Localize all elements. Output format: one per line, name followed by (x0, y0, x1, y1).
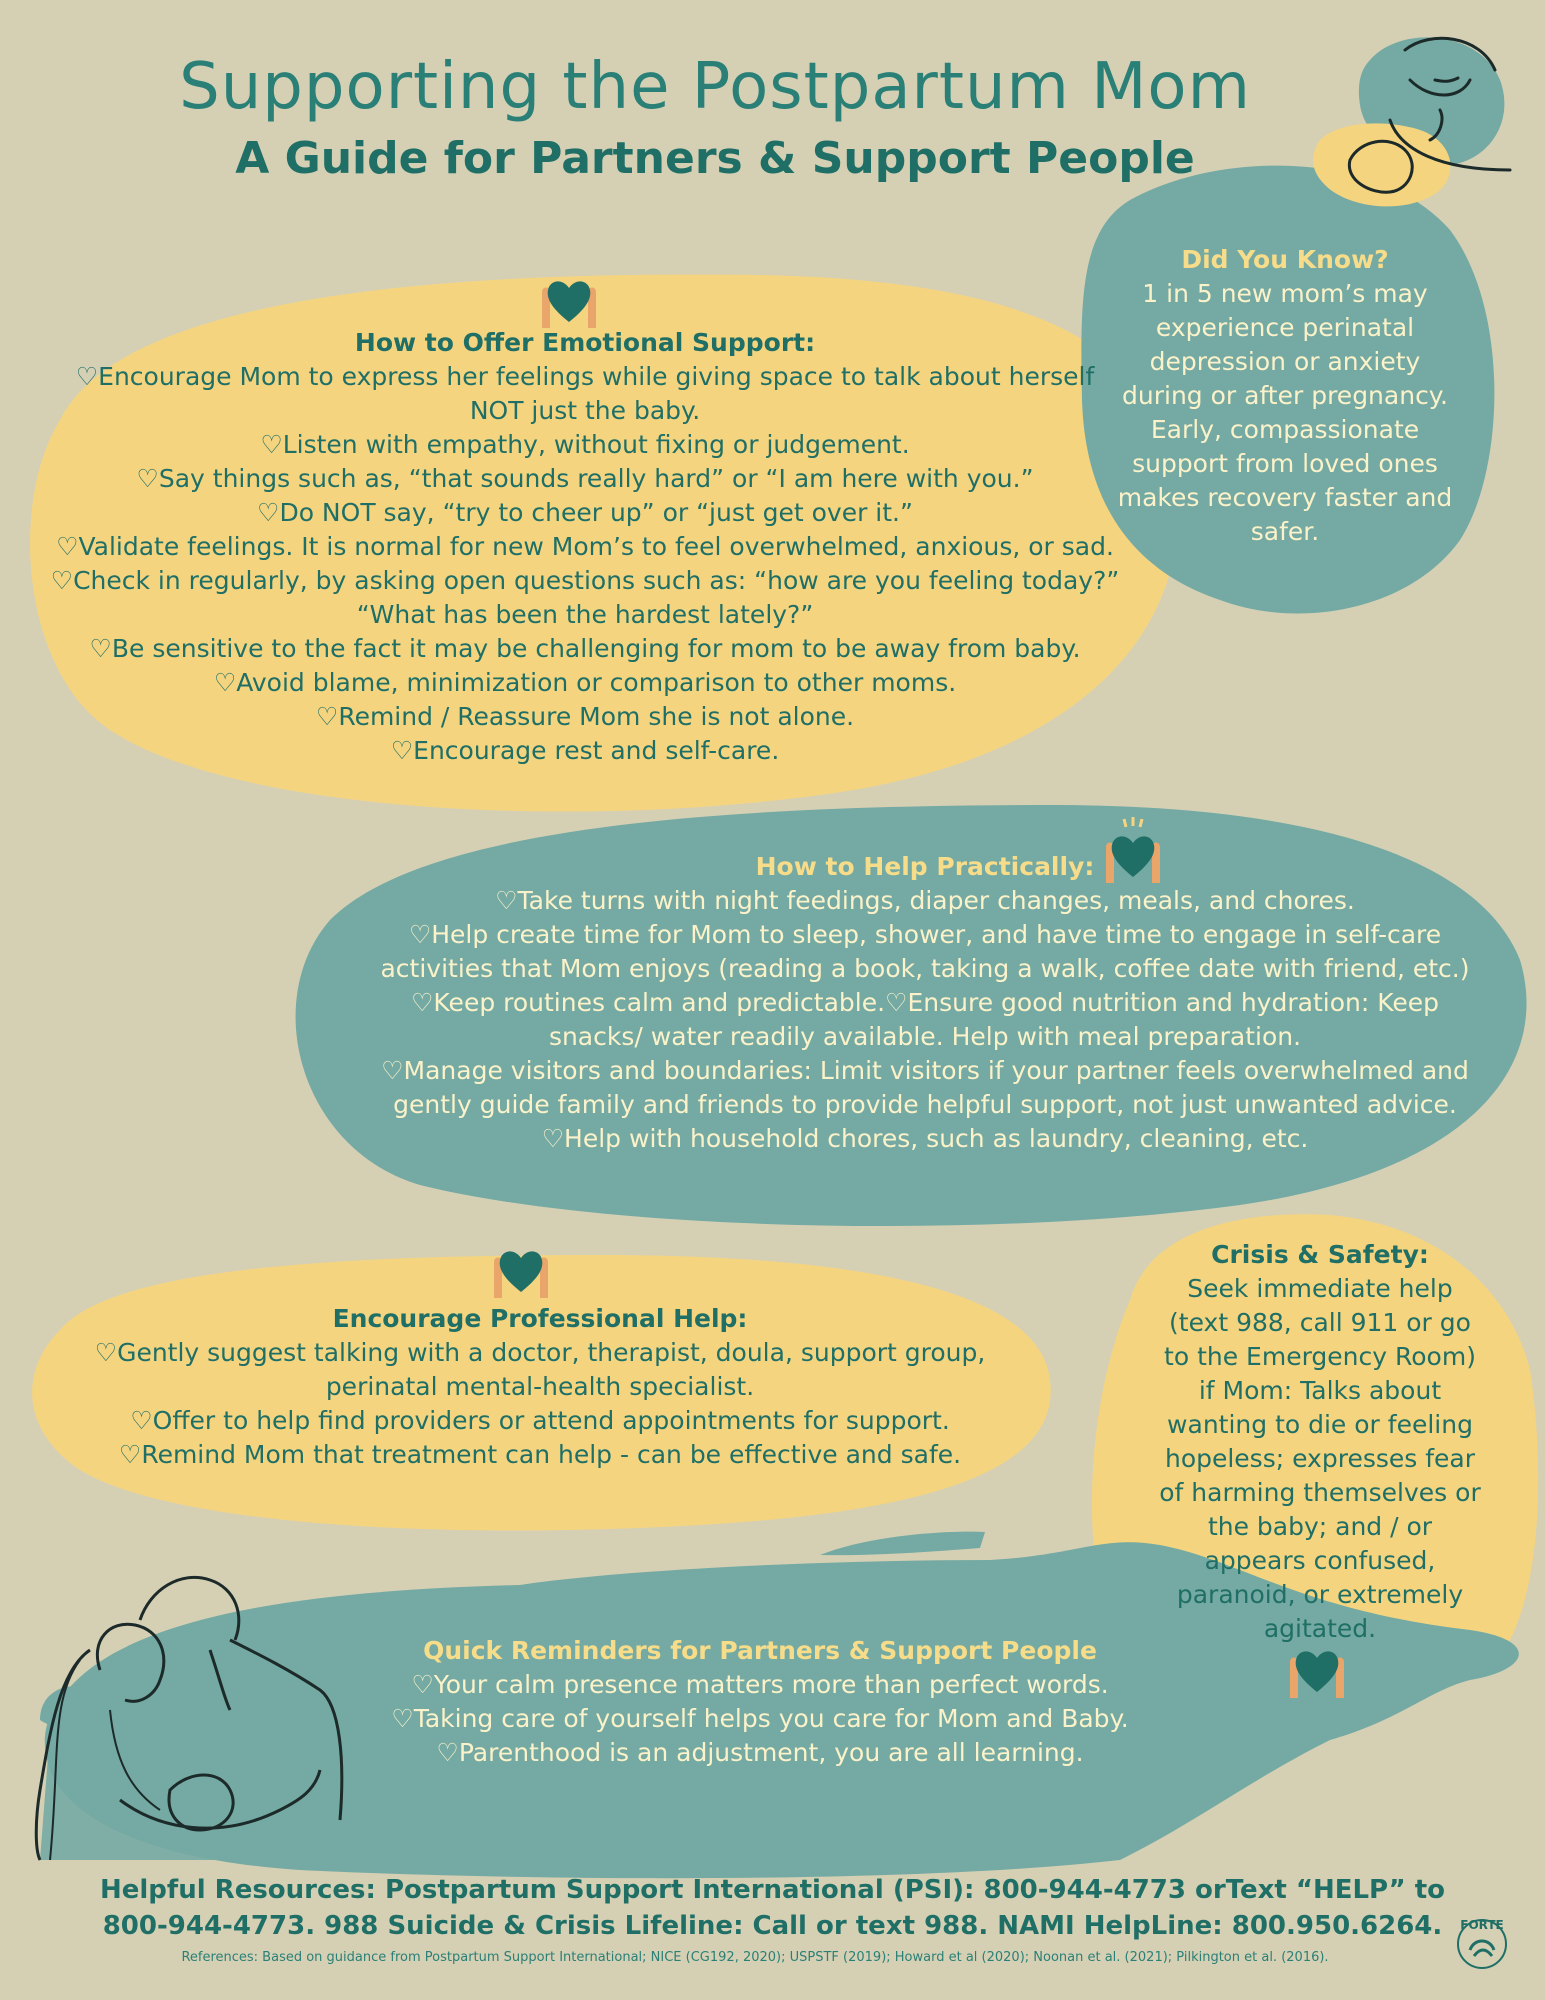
professional-help-list (40, 1336, 1040, 1472)
list-item: ♡Check in regularly, by asking open questions such as: “how are you feeling today?” “What has been the hardest lately?” (50, 566, 1120, 629)
reminders-section (340, 1634, 1180, 1770)
list-item: to the Emergency Room) (1164, 1342, 1476, 1371)
list-item: the baby; and / or (1207, 1512, 1433, 1541)
list-item: ♡Gently suggest talking with a doctor, therapist, doula, support group, perinatal mental-health specialist. (94, 1338, 986, 1401)
list-item: during or after pregnancy. (1122, 381, 1448, 410)
list-item: support from loved ones (1132, 449, 1438, 478)
brush-stroke-top (820, 1532, 985, 1556)
list-item: appears confused, (1204, 1546, 1436, 1575)
list-item: ♡Validate feelings. It is normal for new Mom’s to feel overwhelmed, anxious, or sad. (56, 532, 1114, 561)
list-item: ♡Take turns with night feedings, diaper changes, meals, and chores. (495, 886, 1355, 915)
list-item: (text 988, call 911 or go (1169, 1308, 1471, 1337)
resources-line-2: 800-944-4773. 988 Suicide & Crisis Lifeline: Call or text 988. NAMI HelpLine: 800.950.6264. (102, 1911, 1443, 1941)
page-subtitle: A Guide for Partners & Support People (235, 133, 1195, 184)
professional-help-section (40, 1302, 1040, 1472)
list-item: 1 in 5 new mom’s may (1142, 279, 1428, 308)
forte-logo-text: FORTE (1460, 1918, 1504, 1932)
list-item: experience perinatal (1155, 313, 1415, 342)
emotional-support-list (20, 360, 1150, 768)
heart-hands-icon (534, 270, 604, 330)
list-item: agitated. (1263, 1614, 1377, 1643)
list-item: ♡Remind Mom that treatment can help - can be effective and safe. (118, 1440, 962, 1469)
list-item: of harming themselves or (1159, 1478, 1481, 1507)
list-item: paranoid, or extremely (1176, 1580, 1464, 1609)
practical-help-heading: How to Help Practically: (755, 852, 1095, 881)
list-item: Seek immediate help (1187, 1274, 1453, 1303)
list-item: safer. (1250, 517, 1320, 546)
professional-help-heading: Encourage Professional Help: (332, 1304, 748, 1333)
reminders-heading: Quick Reminders for Partners & Support People (423, 1636, 1097, 1665)
resources-line-1: Helpful Resources: Postpartum Support International (PSI): 800-944-4773 orText “HELP” to (99, 1875, 1446, 1905)
list-item: Early, compassionate (1150, 415, 1420, 444)
list-item: hopeless; expresses fear (1164, 1444, 1476, 1473)
list-item: ♡Remind / Reassure Mom she is not alone. (315, 702, 855, 731)
list-item: ♡Listen with empathy, without fixing or judgement. (260, 430, 910, 459)
list-item: ♡Do NOT say, “try to cheer up” or “just get over it.” (257, 498, 913, 527)
list-item: ♡Encourage Mom to express her feelings while giving space to talk about herself NOT just the baby. (75, 362, 1095, 425)
list-item: if Mom: Talks about (1198, 1376, 1442, 1405)
couple-baby-illustration (20, 1560, 360, 1870)
list-item: ♡Help create time for Mom to sleep, shower, and have time to engage in self-care activities that Mom enjoys (reading a book, taking a walk, coffee date with friend, etc.) (380, 920, 1470, 983)
references: References: Based on guidance from Postpartum Support International; NICE (CG192, 2020); USPSTF (2019); Howard et al (2020); Noonan et al. (2021); Pilkington et al. (2016). (181, 1950, 1329, 1965)
emotional-support-heading: How to Offer Emotional Support: (354, 328, 816, 357)
practical-help-list (330, 884, 1520, 1156)
list-item: depression or anxiety (1149, 347, 1421, 376)
heart-hands-icon (1282, 1640, 1352, 1700)
list-item: wanting to die or feeling (1167, 1410, 1473, 1439)
list-item: ♡Your calm presence matters more than perfect words. (411, 1670, 1109, 1699)
list-item: ♡Say things such as, “that sounds really hard” or “I am here with you.” (136, 464, 1034, 493)
crisis-section (1110, 1238, 1530, 1646)
list-item: ♡Be sensitive to the fact it may be challenging for mom to be away from baby. (89, 634, 1081, 663)
crisis-heading: Crisis & Safety: (1211, 1240, 1429, 1269)
list-item: ♡Manage visitors and boundaries: Limit visitors if your partner feels overwhelmed and gently guide family and friends to provide helpful support, not just unwanted advice. (381, 1056, 1469, 1119)
list-item: ♡Taking care of yourself helps you care for Mom and Baby. (391, 1704, 1129, 1733)
emotional-support-section (20, 326, 1150, 768)
list-item: ♡Encourage rest and self-care. (390, 736, 780, 765)
list-item: ♡Keep routines calm and predictable.♡Ensure good nutrition and hydration: Keep snacks/ water readily available. Help with meal preparation. (411, 988, 1439, 1051)
helpful-resources (0, 1872, 1545, 1944)
heart-hands-icon (486, 1240, 556, 1300)
list-item: ♡Offer to help find providers or attend appointments for support. (130, 1406, 950, 1435)
list-item: ♡Help with household chores, such as laundry, cleaning, etc. (541, 1124, 1309, 1153)
page-title: Supporting the Postpartum Mom (179, 50, 1251, 124)
forte-logo (1452, 1912, 1512, 1972)
did-you-know-heading: Did You Know? (1181, 245, 1389, 274)
practical-help-section (330, 850, 1520, 1156)
list-item: ♡Avoid blame, minimization or comparison to other moms. (213, 668, 957, 697)
reminders-list (340, 1668, 1180, 1770)
list-item: makes recovery faster and (1117, 483, 1453, 512)
crisis-lines (1110, 1272, 1530, 1646)
list-item: ♡Parenthood is an adjustment, you are all learning. (436, 1738, 1084, 1767)
